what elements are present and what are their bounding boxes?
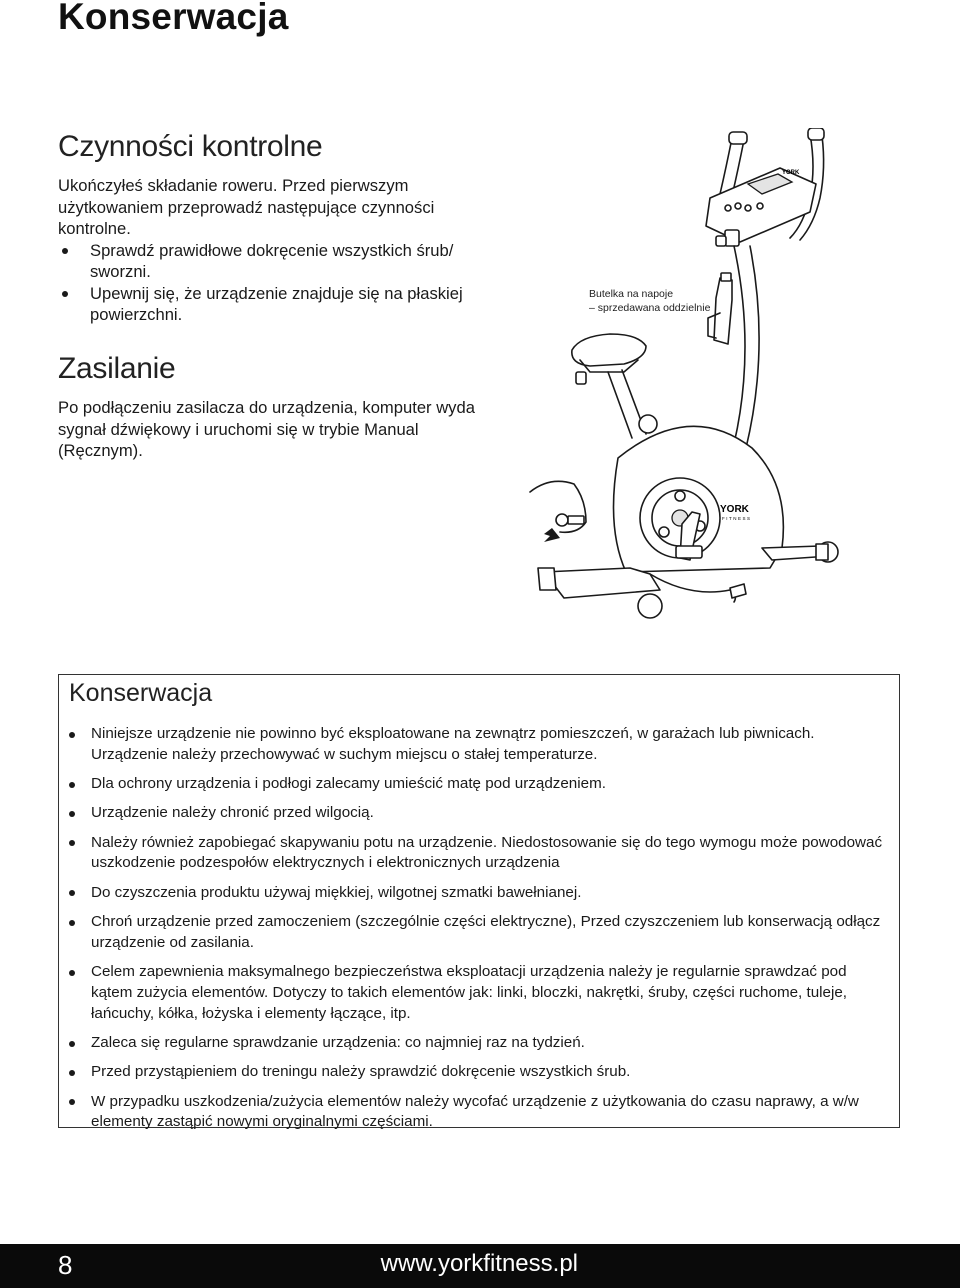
list-item: Niniejsze urządzenie nie powinno być eksploatowane na zewnątrz pomieszczeń, w garażach lub piwnicach. Urządzenie należy przechowywać w suchym miejscu o stałej temperaturze. [67, 724, 887, 766]
list-item: Chroń urządzenie przed zamoczeniem (szczególnie części elektryczne), Przed czyszczeniem lub konserwacją odłącz urządzenie od zasilania. [67, 912, 887, 954]
page-title: Konserwacja [58, 0, 289, 37]
bottle-callout [589, 287, 710, 315]
rear-stabilizer [544, 568, 660, 598]
housing-brand-tagline: FITNESS [722, 516, 752, 521]
seat-icon [572, 334, 646, 366]
list-item: Przed przystąpieniem do treningu należy sprawdzić dokręcenie wszystkich śrub. [67, 1062, 887, 1083]
upright-post [734, 246, 745, 444]
callout-line-2: – sprzedawana oddzielnie [589, 302, 711, 314]
list-item: Dla ochrony urządzenia i podłogi zalecamy umieścić matę pod urządzeniem. [67, 774, 887, 795]
exercise-bike-drawing [520, 128, 940, 628]
list-item: Urządzenie należy chronić przed wilgocią. [67, 803, 887, 824]
power-cable [650, 574, 735, 602]
page-footer [0, 1244, 960, 1288]
maintenance-heading: Konserwacja [69, 679, 213, 707]
website-link[interactable]: www.yorkfitness.pl [380, 1250, 578, 1277]
power-heading: Zasilanie [58, 352, 176, 385]
console-brand: YORK [782, 170, 800, 176]
maintenance-box [58, 674, 900, 1131]
callout-line-1: Butelka na napoje [589, 288, 674, 300]
checks-list [58, 240, 498, 326]
maintenance-list [67, 724, 887, 1142]
list-item: Należy również zapobiegać skapywaniu potu na urządzenie. Niedostosowanie się do tego wymogu może powodować uszkodzenie podzespołów elektrycznych i elektronicznych urządzenia [67, 833, 887, 875]
checks-section [58, 175, 498, 326]
power-text: Po podłączeniu zasilacza do urządzenia, komputer wyda sygnał dźwiękowy i uruchomi się w trybie Manual (Ręcznym). [58, 398, 475, 460]
list-item: Celem zapewnienia maksymalnego bezpieczeństwa eksploatacji urządzenia należy je regularnie sprawdzać pod kątem zużycia elementów. Dotyczy to takich elementów jak: linki, bloczki, nakrętki, śruby, części ruchome, tuleje, łańcuchy, kółka, łożyska i elementy łączące, itp. [67, 962, 887, 1024]
list-item: Sprawdź prawidłowe dokręcenie wszystkich śrub/ sworzni. [58, 240, 498, 283]
seat-post [608, 372, 632, 438]
list-item: Upewnij się, że urządzenie znajduje się na płaskiej powierzchni. [58, 283, 498, 326]
page-number: 8 [58, 1250, 73, 1280]
housing-brand-name: YORK [720, 504, 749, 515]
checks-intro: Ukończyłeś składanie roweru. Przed pierwszym użytkowaniem przeprowadź następujące czynności kontrolne. [58, 176, 435, 238]
list-item: Zaleca się regularne sprawdzanie urządzenia: co najmniej raz na tydzień. [67, 1033, 887, 1054]
checks-heading: Czynności kontrolne [58, 130, 323, 163]
list-item: W przypadku uszkodzenia/zużycia elementów należy wycofać urządzenie z użytkowania do czasu naprawy, a w/w elementy zastąpić nowymi oryginalnymi częściami. [67, 1092, 887, 1134]
power-section [58, 397, 498, 462]
exercise-bike-illustration [520, 128, 940, 628]
list-item: Do czyszczenia produktu używaj miękkiej, wilgotnej szmatki bawełnianej. [67, 883, 887, 904]
bottle-icon [714, 278, 732, 344]
